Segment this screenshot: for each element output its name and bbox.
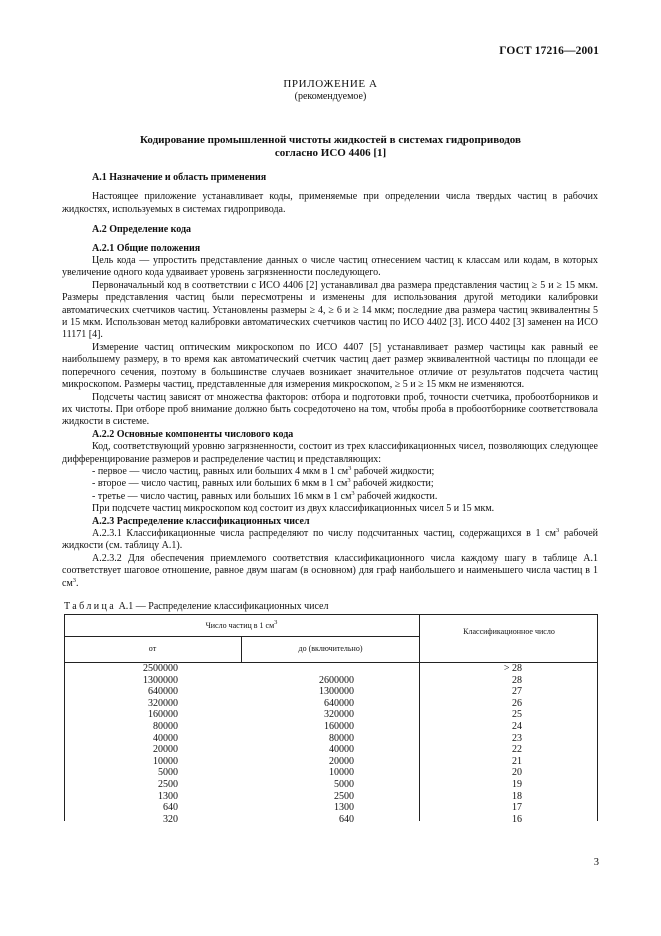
table-cell: 640 — [339, 813, 354, 825]
appendix-title: ПРИЛОЖЕНИЕ А — [283, 78, 378, 90]
paragraph-a21-3: Измерение частиц оптическим микроскопом по ИСО 4407 [5] устанавливает размер частицы как равный ее наибольшему размеру, в то время как автоматический счетчик частиц дает размер эквивалентной частицы по площади ее поперечного сечения, поэтому в большинстве случаев возникает значительное отличие от результатов подсчета частиц микроскопом. Размеры частиц, представленные для измерения микроскопом, ≥ 5 и ≥ 15 мкм не изменяются. — [62, 341, 598, 391]
table-cell: 160000 — [148, 709, 178, 721]
table-cell: 22 — [512, 744, 522, 756]
table-cell: 640000 — [324, 697, 354, 709]
table-cell: 20 — [512, 767, 522, 779]
subsection-heading-a21: А.2.1 Общие положения — [92, 242, 201, 254]
page-number: 3 — [593, 857, 599, 868]
table-cell: 320000 — [148, 697, 178, 709]
table-cell: 640000 — [148, 686, 178, 698]
subsection-heading-a23: А.2.3 Распределение классификационных чисел — [92, 515, 310, 527]
table-cell: 1300000 — [143, 674, 178, 686]
document-title-line-1: Кодирование промышленной чистоты жидкостей в системах гидроприводов — [140, 134, 521, 146]
table-cell: 25 — [512, 709, 522, 721]
table-header-from: от — [148, 644, 157, 653]
table-cell: 2500000 — [143, 663, 178, 674]
table-cell: 18 — [512, 790, 522, 802]
table-cell: 20000 — [329, 755, 354, 767]
column-class — [420, 663, 522, 825]
column-to — [242, 663, 354, 825]
table-cell: 19 — [512, 778, 522, 790]
table-cell: 27 — [512, 686, 522, 698]
table-cell: 80000 — [329, 732, 354, 744]
table-cell: 320000 — [324, 709, 354, 721]
table-cell: 320 — [163, 813, 178, 825]
table-cell: 160000 — [324, 720, 354, 732]
table-cell: 16 — [512, 813, 522, 825]
table-caption: Таблица А.1 — Распределение классификационных чисел — [64, 601, 329, 612]
list-item: - третье — число частиц, равных или больших 16 мкм в 1 $см^3$ рабочей жидкости. — [92, 489, 438, 502]
document-title — [0, 134, 661, 160]
paragraph-a22-2: При подсчете частиц микроскопом код состоит из двух классификационных чисел 5 и 15 мкм. — [92, 503, 495, 515]
paragraph-a232: А.2.3.2 Для обеспечения приемлемого соответствия классификационного числа каждому шагу в таблице А.1 соответствует шаговое отношение, равное двум шагам (в основном) для граф наибольшего и наименьшего числа частиц в 1 $см^3$. — [62, 552, 598, 589]
table-header-to: до (включительно) — [298, 644, 363, 653]
table-cell: 21 — [512, 755, 522, 767]
table-cell: 1300 — [334, 802, 354, 814]
document-title-line-2: согласно ИСО 4406 [1] — [274, 147, 387, 159]
table-header-class: Классификационное число — [463, 627, 555, 636]
paragraph-a1: Настоящее приложение устанавливает коды, применяемые при определении числа твердых частиц в рабочих жидкостях, используемых в системах гидропривода. — [62, 191, 598, 215]
table-cell: 20000 — [153, 744, 178, 756]
table-cell: 24 — [512, 720, 522, 732]
table-cell: 17 — [512, 802, 522, 814]
table-cell: 26 — [512, 697, 522, 709]
table-cell: 1300000 — [319, 686, 354, 698]
table-cell: 2500 — [158, 778, 178, 790]
paragraph-a22-1: Код, соответствующий уровню загрязненности, состоит из трех классификационных чисел, позволяющих следующее дифференцирование размеров и распределение частиц и представляющих: — [62, 441, 598, 465]
paragraph-a21-2: Первоначальный код в соответствии с ИСО 4406 [2] устанавливал два размера представления частиц ≥ 5 и ≥ 15 мкм. Размеры представления частиц были пересмотрены и изменены для использования другой методики калибровки автоматических счетчиков частиц. Установлены размеры ≥ 4, ≥ 6 и ≥ 14 мкм; последние два размера частиц эквивалентны 5 и 15 мкм. Использован метод калибровки автоматических счетчиков частиц по ИСО 4402 [3]. ИСО 4402 [3] заменен на ИСО 11171 [4]. — [62, 279, 598, 341]
table-cell: 40000 — [329, 744, 354, 756]
section-heading-a2: А.2 Определение кода — [92, 224, 192, 236]
table-cell: 2500 — [334, 790, 354, 802]
list-item: - второе — число частиц, равных или больших 6 мкм в 1 $см^3$ рабочей жидкости; — [92, 477, 434, 490]
table-cell: 10000 — [153, 755, 178, 767]
table-cell: 28 — [512, 674, 522, 686]
classification-table — [64, 614, 598, 825]
paragraph-a21-4: Подсчеты частиц зависят от множества факторов: отбора и подготовки проб, точности счетчика, пробоотборников и их чистоты. При отборе проб внимание должно быть сосредоточено на том, чтобы проба в пробоотборнике соответствовала жидкости в системе. — [62, 391, 598, 428]
paragraph-a231: А.2.3.1 Классификационные числа распределяют по числу подсчитанных частиц, содержащихся в 1 $см^3$ рабочей жидкости (см. таблицу А.1). — [62, 526, 598, 552]
table-cell: 80000 — [153, 720, 178, 732]
table-header-group: Число частиц в 1 $см^3$ — [205, 619, 278, 630]
table-cell: 1300 — [158, 790, 178, 802]
standard-code-header: ГОСТ 17216—2001 — [499, 45, 599, 57]
subsection-heading-a22: А.2.2 Основные компоненты числового кода — [92, 428, 294, 440]
paragraph-a21-1: Цель кода — упростить представление данных о числе частиц отнесением частиц к классам или кодам, в которых увеличение одного кода удваивает уровень загрязненности последующего. — [62, 255, 598, 279]
table-cell: 40000 — [153, 732, 178, 744]
appendix-subtitle: (рекомендуемое) — [294, 91, 367, 102]
body-text — [62, 172, 598, 590]
table-cell — [242, 663, 354, 675]
section-heading-a1: А.1 Назначение и область применения — [92, 172, 267, 183]
table-cell: 640 — [163, 802, 178, 814]
table-cell: 5000 — [334, 778, 354, 790]
table-cell: 2600000 — [319, 674, 354, 686]
column-from — [64, 663, 178, 825]
table-cell: 10000 — [329, 767, 354, 779]
table-cell: > 28 — [503, 663, 522, 674]
list-item: - первое — число частиц, равных или больших 4 мкм в 1 $см^3$ рабочей жидкости; — [92, 464, 435, 477]
table-cell: 5000 — [158, 767, 178, 779]
table-cell: 23 — [512, 732, 522, 744]
